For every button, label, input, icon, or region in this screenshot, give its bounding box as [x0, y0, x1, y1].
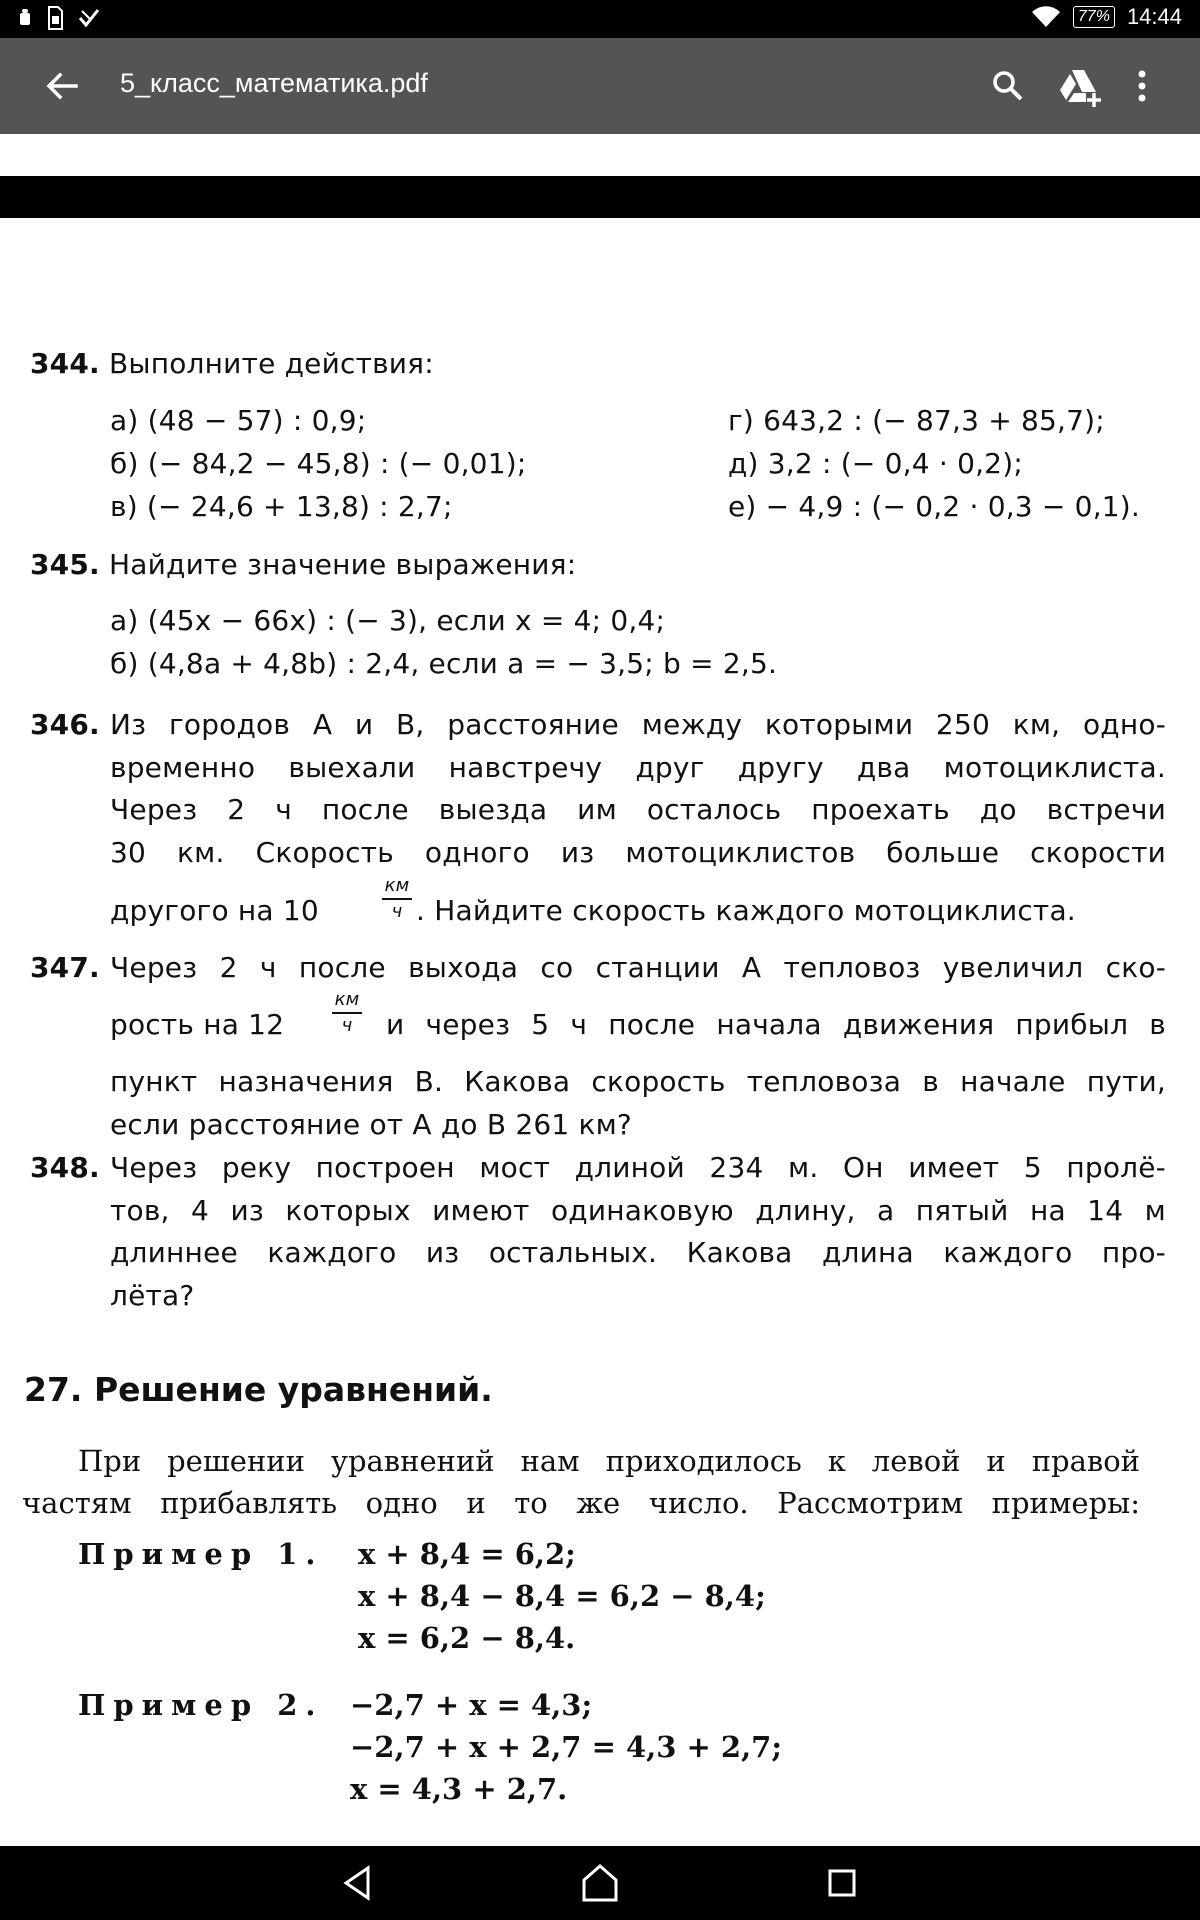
problem-346-last-line: другого на 10	[110, 894, 319, 927]
battery-indicator: 77%	[1073, 6, 1115, 28]
android-icon	[18, 7, 32, 29]
section-heading: 27. Решение уравнений.	[24, 1370, 493, 1409]
page-header-band	[0, 176, 1200, 218]
problem-345-item-a: а) (45x − 66x) : (− 3), если x = 4; 0,4;	[110, 604, 666, 637]
problem-346-fraction: км ч	[382, 874, 412, 924]
example-2-label: Пример 2.	[78, 1688, 324, 1722]
wifi-icon	[1031, 5, 1061, 29]
problem-344-item-v: в) (− 24,6 + 13,8) : 2,7;	[110, 490, 453, 523]
section-intro-line1: При решении уравнений нам приходилось к левой и правой	[78, 1444, 1140, 1478]
pdf-page[interactable]	[0, 134, 1200, 1846]
problem-344-item-g: г) 643,2 : (− 87,3 + 85,7);	[728, 404, 1105, 437]
problem-347-line2-end: и через 5 ч после начала движения прибыл в	[386, 1008, 1166, 1041]
problem-348-number: 348.	[30, 1151, 100, 1184]
example-2-line2: −2,7 + x + 2,7 = 4,3 + 2,7;	[350, 1730, 783, 1764]
problem-347-number: 347.	[30, 951, 100, 984]
problem-347-fraction: км ч	[332, 988, 362, 1038]
problem-346-text: Из городов A и B, расстояние между которыми 250 км, одно- временно выехали навстречу друг другу два мотоциклиста. Через 2 ч после выезда им осталось проехать до встречи 30 км. Скорость одного из мотоциклистов больше скорости	[110, 708, 1166, 869]
navigation-bar	[0, 1846, 1200, 1920]
document-title: 5_класс_математика.pdf	[120, 68, 428, 98]
problem-347-line1: Через 2 ч после выхода со станции A тепловоз увеличил ско-	[110, 951, 1166, 984]
example-1-line3: x = 6,2 − 8,4.	[358, 1621, 576, 1655]
nav-back-icon[interactable]	[330, 1856, 386, 1910]
example-2-line3: x = 4,3 + 2,7.	[350, 1772, 568, 1806]
example-1-label: Пример 1.	[78, 1537, 324, 1571]
problem-344-item-e: е) − 4,9 : (− 0,2 · 0,3 − 0,1).	[728, 490, 1141, 523]
clock: 14:44	[1126, 4, 1182, 29]
problem-345-title: 345. Найдите значение выражения:	[30, 548, 577, 581]
problem-344-title: 344. Выполните действия:	[30, 347, 434, 380]
add-to-drive-icon[interactable]	[1054, 62, 1106, 110]
status-right	[1031, 4, 1182, 30]
sim-icon	[46, 6, 64, 30]
example-1-line2: x + 8,4 − 8,4 = 6,2 − 8,4;	[358, 1579, 766, 1613]
nav-home-icon[interactable]	[572, 1856, 628, 1910]
section-intro-line2: частям прибавлять одно и то же число. Рассмотрим примеры:	[22, 1486, 1140, 1520]
example-2-line1: −2,7 + x = 4,3;	[350, 1688, 593, 1722]
problem-344-item-d: д) 3,2 : (− 0,4 · 0,2);	[728, 447, 1023, 480]
status-bar	[0, 0, 1200, 38]
search-icon[interactable]	[984, 62, 1032, 110]
more-vert-icon[interactable]	[1126, 62, 1158, 110]
problem-344-item-b: б) (− 84,2 − 45,8) : (− 0,01);	[110, 447, 527, 480]
problem-345-item-b: б) (4,8a + 4,8b) : 2,4, если a = − 3,5; b = 2,5.	[110, 647, 778, 680]
problem-344-item-a: а) (48 − 57) : 0,9;	[110, 404, 367, 437]
nav-recents-icon[interactable]	[814, 1856, 870, 1910]
status-left-icons	[18, 6, 100, 30]
app-bar	[0, 38, 1200, 134]
example-1-line1: x + 8,4 = 6,2;	[358, 1537, 576, 1571]
check-icon	[78, 7, 100, 29]
problem-346-last-line-end: . Найдите скорость каждого мотоциклиста.	[416, 894, 1076, 927]
problem-347-line2-start: рость на 12	[110, 1008, 285, 1041]
problem-347-rest: пункт назначения B. Какова скорость тепловоза в начале пути, если расстояние от A до B 261 км?	[110, 1065, 1166, 1141]
problem-346-number: 346.	[30, 708, 100, 741]
problem-348-text: Через реку построен мост длиной 234 м. Он имеет 5 пролё- тов, 4 из которых имеют одинаковую длину, а пятый на 14 м длиннее каждого из остальных. Какова длина каждого про- лёта?	[110, 1151, 1166, 1312]
back-arrow-icon[interactable]	[38, 62, 86, 110]
